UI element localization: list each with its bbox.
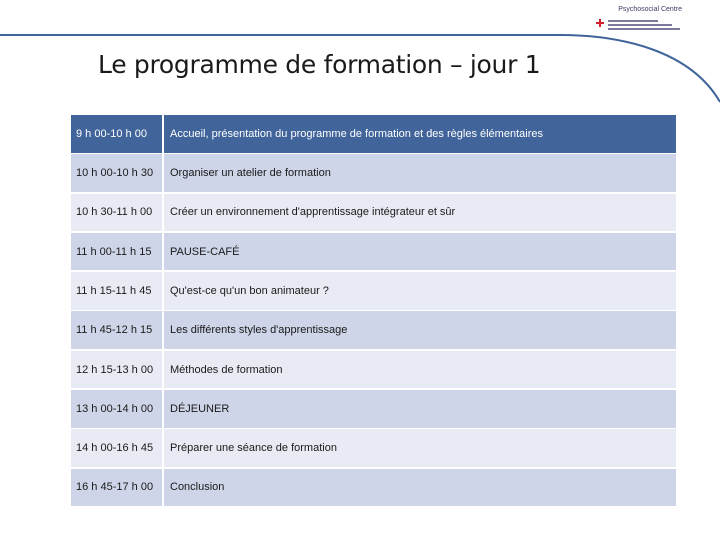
activity-cell: Préparer une séance de formation <box>164 429 676 467</box>
table-row <box>71 272 676 310</box>
table-row <box>71 194 676 232</box>
table-row <box>71 390 676 428</box>
activity-cell: Conclusion <box>164 469 676 507</box>
page-title: Le programme de formation – jour 1 <box>98 50 541 79</box>
activity-cell: PAUSE-CAFÉ <box>164 233 676 271</box>
activity-cell: Organiser un atelier de formation <box>164 154 676 192</box>
table-row <box>71 311 676 349</box>
table-row <box>71 154 676 192</box>
table-row <box>71 429 676 467</box>
activity-cell: Qu'est-ce qu'un bon animateur ? <box>164 272 676 310</box>
time-cell: 13 h 00-14 h 00 <box>71 390 162 428</box>
activity-cell: Accueil, présentation du programme de formation et des règles élémentaires <box>164 115 676 153</box>
time-cell: 11 h 00-11 h 15 <box>71 233 162 271</box>
table-row <box>71 233 676 271</box>
table-row <box>71 351 676 389</box>
time-cell: 9 h 00-10 h 00 <box>71 115 162 153</box>
schedule-table <box>71 115 676 508</box>
time-cell: 11 h 45-12 h 15 <box>71 311 162 349</box>
time-cell: 12 h 15-13 h 00 <box>71 351 162 389</box>
time-cell: 16 h 45-17 h 00 <box>71 469 162 507</box>
activity-cell: DÉJEUNER <box>164 390 676 428</box>
table-row <box>71 115 676 153</box>
time-cell: 11 h 15-11 h 45 <box>71 272 162 310</box>
time-cell: 10 h 00-10 h 30 <box>71 154 162 192</box>
time-cell: 14 h 00-16 h 45 <box>71 429 162 467</box>
activity-cell: Méthodes de formation <box>164 351 676 389</box>
activity-cell: Créer un environnement d'apprentissage intégrateur et sûr <box>164 194 676 232</box>
activity-cell: Les différents styles d'apprentissage <box>164 311 676 349</box>
table-row <box>71 469 676 507</box>
time-cell: 10 h 30-11 h 00 <box>71 194 162 232</box>
logo-name: Psychosocial Centre <box>618 6 682 13</box>
